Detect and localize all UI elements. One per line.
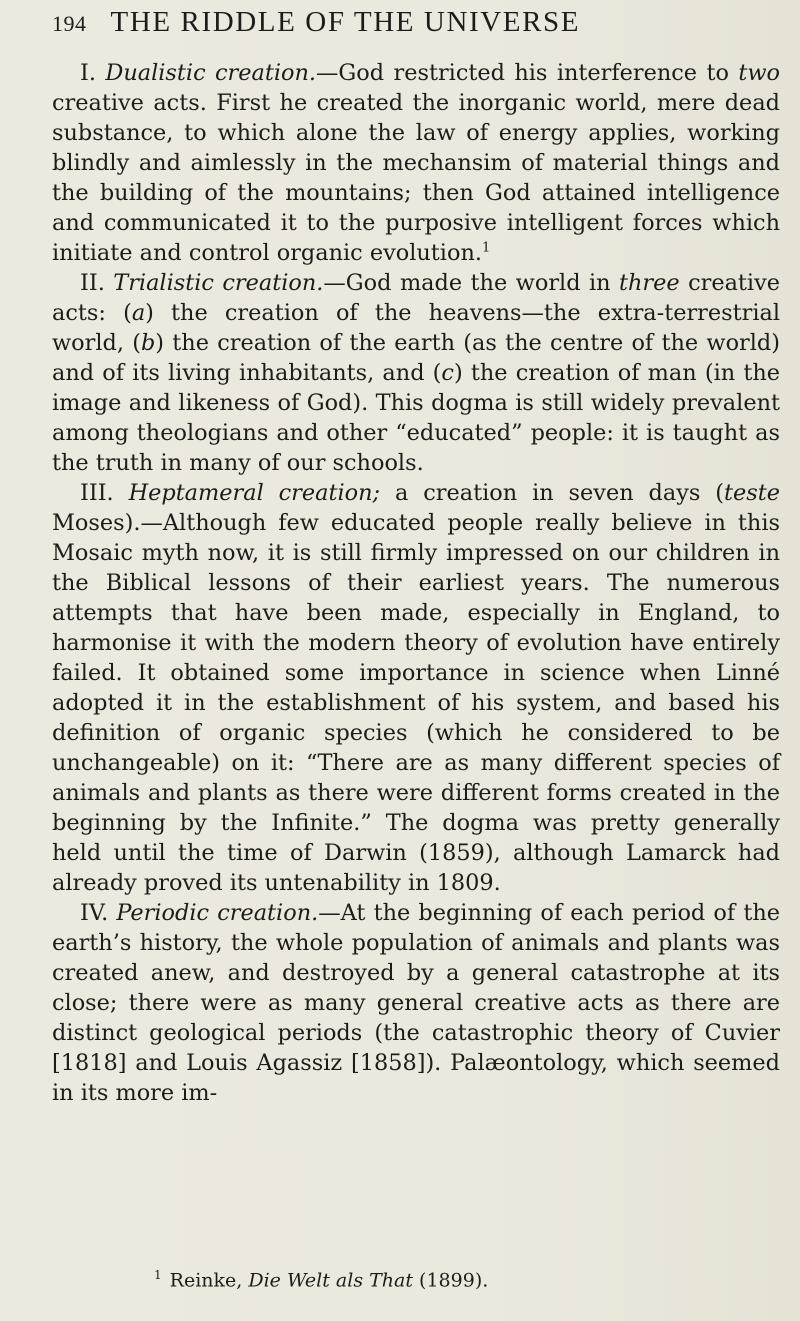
paragraph-text [52, 270, 780, 476]
section-heading: Dualistic creation. [105, 60, 317, 86]
text-run: —At the beginning of each period of the earth’s history, the whole population of animals and plants was created anew, and destroyed by a general catastrophe at its close; there were as many general creative acts as there are distinct geological periods (the catastrophic theory of Cuvier [1818] and Louis Agassiz [1858]). Palæontology, which seemed in its more im- [52, 900, 781, 1106]
paragraph-text [52, 480, 780, 896]
italic-text-run: c [441, 360, 454, 386]
section-number: II. [80, 270, 105, 296]
text-run: ) the creation of man (in the image and likeness of God). This dogma is still widely prevalent among theologians and other “educated” people: it is taught as the truth in many of our schools. [52, 360, 780, 476]
section-number: III. [80, 480, 114, 506]
footnote-title: Die Welt als That [248, 1269, 413, 1292]
running-head [52, 6, 760, 52]
text-run: —God made the world in [323, 270, 620, 296]
section-heading: Trialistic creation. [113, 270, 324, 296]
paragraph-heptameral [52, 478, 780, 898]
text-run: ) the creation of the earth (as the centre of the world) and of its living inhabitants, and ( [52, 330, 780, 386]
italic-text-run: three [619, 270, 680, 296]
italic-text-run: two [738, 60, 780, 86]
footnote-author: Reinke, [169, 1269, 243, 1292]
page-number: 194 [52, 11, 87, 36]
footnote-year: (1899). [419, 1269, 489, 1292]
section-heading: Periodic creation. [116, 900, 319, 926]
text-run: creative acts. First he created the inorganic world, mere dead substance, to which alone the law of energy applies, working blindly and aimlessly in the mechansim of material things and the building of the mountains; then God attained intelligence and communicated it to the purposive intelligent forces which initiate and control organic evolution. [52, 90, 780, 266]
footnote-number: 1 [154, 1268, 162, 1282]
paragraph-trialistic [52, 268, 780, 478]
footnote-reference: 1 [481, 240, 491, 256]
text-run: Moses).—Although few educated people really believe in this Mosaic myth now, it is still firmly impressed on our children in the Biblical lessons of their earliest years. The numerous attempts that have been made, especially in England, to harmonise it with the modern theory of evolution have entirely failed. It obtained some importance in science when Linné adopted it in the establishment of his system, and based his definition of organic species (which he considered to be unchangeable) on it: “There are as many different species of animals and plants as there were different forms created in the beginning by the Infinite.” The dogma was pretty generally held until the time of Darwin (1859), although Lamarck had already proved its untenability in 1809. [52, 510, 780, 896]
text-run: —God restricted his interference to [316, 60, 739, 86]
body-text [52, 58, 780, 1108]
section-number: I. [80, 60, 96, 86]
paragraph-text [52, 900, 780, 1106]
italic-text-run: teste [724, 480, 780, 506]
italic-text-run: a [131, 300, 146, 326]
section-heading: Heptameral creation; [128, 480, 381, 506]
text-run: ) the creation of the heavens—the extra-terrestrial world, ( [52, 300, 780, 356]
italic-text-run: b [140, 330, 156, 356]
section-number: IV. [80, 900, 109, 926]
paragraph-text [52, 60, 780, 266]
running-title: THE RIDDLE OF THE UNIVERSE [110, 6, 581, 38]
text-run: a creation in seven days ( [380, 480, 724, 506]
paragraph-periodic [52, 898, 780, 1108]
text-run: creative acts: ( [52, 270, 780, 326]
footnote [52, 1268, 780, 1291]
paragraph-dualistic [52, 58, 780, 268]
